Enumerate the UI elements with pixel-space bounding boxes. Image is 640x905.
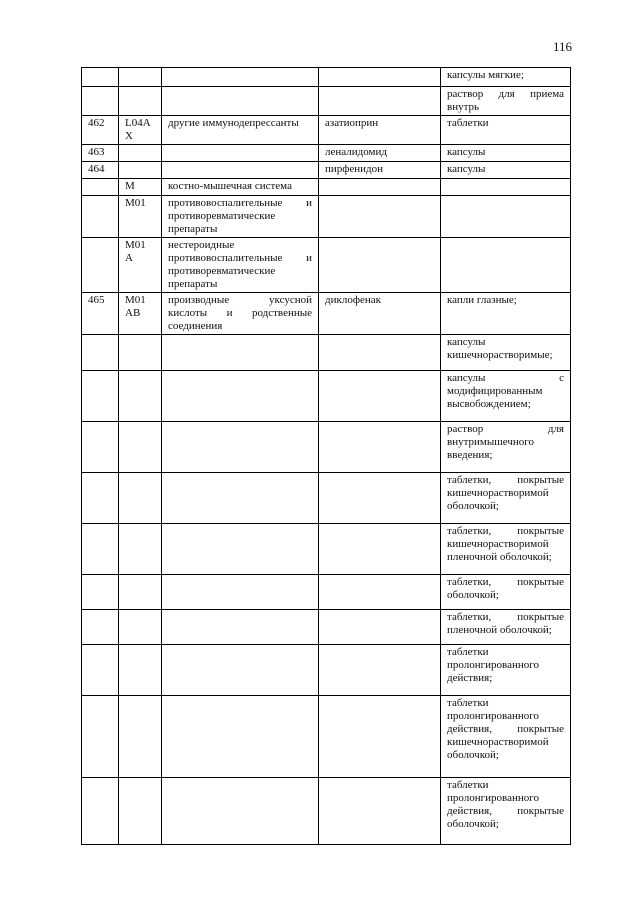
cell-atc-code: М01 bbox=[119, 196, 162, 238]
cell-dosage-form: капсулы мягкие; bbox=[441, 68, 571, 87]
cell-anatomical-therapeutic-group bbox=[162, 696, 319, 778]
table-row bbox=[82, 524, 571, 575]
cell-atc-code: L04A X bbox=[119, 116, 162, 145]
cell-dosage-form: капсулы с модифицированным высвобождением; bbox=[441, 371, 571, 422]
table-body bbox=[82, 68, 571, 845]
cell-atc-code bbox=[119, 645, 162, 696]
cell-dosage-form: таблетки пролонгированного действия, покрытые оболочкой; bbox=[441, 778, 571, 845]
cell-dosage-form: капсулы bbox=[441, 162, 571, 179]
cell-anatomical-therapeutic-group: другие иммунодепрессанты bbox=[162, 116, 319, 145]
cell-substance bbox=[319, 68, 441, 87]
cell-dosage-form bbox=[441, 179, 571, 196]
cell-number bbox=[82, 335, 119, 371]
table-row bbox=[82, 179, 571, 196]
table-row bbox=[82, 87, 571, 116]
cell-anatomical-therapeutic-group bbox=[162, 371, 319, 422]
cell-anatomical-therapeutic-group bbox=[162, 145, 319, 162]
table-row bbox=[82, 371, 571, 422]
cell-atc-code bbox=[119, 145, 162, 162]
cell-number bbox=[82, 238, 119, 293]
cell-substance: азатиоприн bbox=[319, 116, 441, 145]
cell-substance bbox=[319, 422, 441, 473]
table-row bbox=[82, 335, 571, 371]
table-row bbox=[82, 575, 571, 610]
table-row bbox=[82, 68, 571, 87]
cell-substance bbox=[319, 335, 441, 371]
cell-substance: диклофенак bbox=[319, 293, 441, 335]
cell-number bbox=[82, 696, 119, 778]
cell-anatomical-therapeutic-group bbox=[162, 575, 319, 610]
cell-substance bbox=[319, 696, 441, 778]
cell-substance: леналидомид bbox=[319, 145, 441, 162]
cell-dosage-form: раствор для приема внутрь bbox=[441, 87, 571, 116]
cell-number bbox=[82, 179, 119, 196]
cell-anatomical-therapeutic-group: костно-мышечная система bbox=[162, 179, 319, 196]
cell-dosage-form bbox=[441, 238, 571, 293]
cell-atc-code bbox=[119, 422, 162, 473]
cell-atc-code bbox=[119, 335, 162, 371]
cell-dosage-form: таблетки пролонгированного действия; bbox=[441, 645, 571, 696]
table-row bbox=[82, 145, 571, 162]
cell-atc-code bbox=[119, 87, 162, 116]
cell-anatomical-therapeutic-group bbox=[162, 645, 319, 696]
table-row bbox=[82, 162, 571, 179]
cell-anatomical-therapeutic-group bbox=[162, 87, 319, 116]
table-row bbox=[82, 696, 571, 778]
cell-number: 462 bbox=[82, 116, 119, 145]
cell-number bbox=[82, 371, 119, 422]
cell-atc-code: М01 АВ bbox=[119, 293, 162, 335]
cell-atc-code bbox=[119, 371, 162, 422]
cell-substance bbox=[319, 645, 441, 696]
cell-number bbox=[82, 68, 119, 87]
cell-dosage-form: капли глазные; bbox=[441, 293, 571, 335]
cell-dosage-form: таблетки, покрытые кишечнорастворимой оболочкой; bbox=[441, 473, 571, 524]
cell-atc-code bbox=[119, 524, 162, 575]
table-row bbox=[82, 778, 571, 845]
cell-atc-code bbox=[119, 610, 162, 645]
cell-anatomical-therapeutic-group bbox=[162, 162, 319, 179]
cell-dosage-form: таблетки, покрытые кишечнорастворимой пленочной оболочкой; bbox=[441, 524, 571, 575]
cell-number bbox=[82, 610, 119, 645]
cell-dosage-form bbox=[441, 196, 571, 238]
cell-anatomical-therapeutic-group bbox=[162, 422, 319, 473]
cell-number bbox=[82, 778, 119, 845]
cell-substance bbox=[319, 196, 441, 238]
drug-formulary-table bbox=[81, 67, 571, 845]
cell-number: 464 bbox=[82, 162, 119, 179]
table-row bbox=[82, 116, 571, 145]
cell-number bbox=[82, 87, 119, 116]
cell-dosage-form: таблетки bbox=[441, 116, 571, 145]
cell-substance: пирфенидон bbox=[319, 162, 441, 179]
cell-anatomical-therapeutic-group: противовоспалительные и противоревматические препараты bbox=[162, 196, 319, 238]
cell-atc-code bbox=[119, 473, 162, 524]
cell-number bbox=[82, 575, 119, 610]
cell-number bbox=[82, 524, 119, 575]
cell-substance bbox=[319, 473, 441, 524]
cell-dosage-form: капсулы bbox=[441, 145, 571, 162]
page-number: 116 bbox=[552, 39, 572, 54]
table-row bbox=[82, 473, 571, 524]
cell-number: 465 bbox=[82, 293, 119, 335]
cell-atc-code bbox=[119, 778, 162, 845]
cell-dosage-form: таблетки пролонгированного действия, покрытые кишечнорастворимой оболочкой; bbox=[441, 696, 571, 778]
cell-number: 463 bbox=[82, 145, 119, 162]
cell-dosage-form: таблетки, покрытые оболочкой; bbox=[441, 575, 571, 610]
table-row bbox=[82, 645, 571, 696]
cell-substance bbox=[319, 778, 441, 845]
cell-anatomical-therapeutic-group bbox=[162, 335, 319, 371]
cell-substance bbox=[319, 610, 441, 645]
cell-dosage-form: таблетки, покрытые пленочной оболочкой; bbox=[441, 610, 571, 645]
cell-substance bbox=[319, 524, 441, 575]
table-row bbox=[82, 293, 571, 335]
cell-substance bbox=[319, 238, 441, 293]
cell-atc-code: М01 А bbox=[119, 238, 162, 293]
cell-anatomical-therapeutic-group: производные уксусной кислоты и родственные соединения bbox=[162, 293, 319, 335]
cell-anatomical-therapeutic-group bbox=[162, 778, 319, 845]
table-row bbox=[82, 422, 571, 473]
cell-substance bbox=[319, 179, 441, 196]
cell-dosage-form: капсулы кишечнорастворимые; bbox=[441, 335, 571, 371]
table-row bbox=[82, 610, 571, 645]
cell-atc-code bbox=[119, 162, 162, 179]
cell-atc-code: М bbox=[119, 179, 162, 196]
table-row bbox=[82, 196, 571, 238]
cell-anatomical-therapeutic-group bbox=[162, 610, 319, 645]
cell-anatomical-therapeutic-group bbox=[162, 524, 319, 575]
cell-substance bbox=[319, 575, 441, 610]
table-row bbox=[82, 238, 571, 293]
cell-substance bbox=[319, 87, 441, 116]
cell-atc-code bbox=[119, 575, 162, 610]
cell-number bbox=[82, 196, 119, 238]
cell-number bbox=[82, 422, 119, 473]
cell-anatomical-therapeutic-group bbox=[162, 473, 319, 524]
cell-substance bbox=[319, 371, 441, 422]
cell-anatomical-therapeutic-group: нестероидные противовоспалительные и противоревматические препараты bbox=[162, 238, 319, 293]
cell-dosage-form: раствор для внутримышечного введения; bbox=[441, 422, 571, 473]
cell-atc-code bbox=[119, 68, 162, 87]
cell-anatomical-therapeutic-group bbox=[162, 68, 319, 87]
cell-number bbox=[82, 645, 119, 696]
cell-atc-code bbox=[119, 696, 162, 778]
cell-number bbox=[82, 473, 119, 524]
